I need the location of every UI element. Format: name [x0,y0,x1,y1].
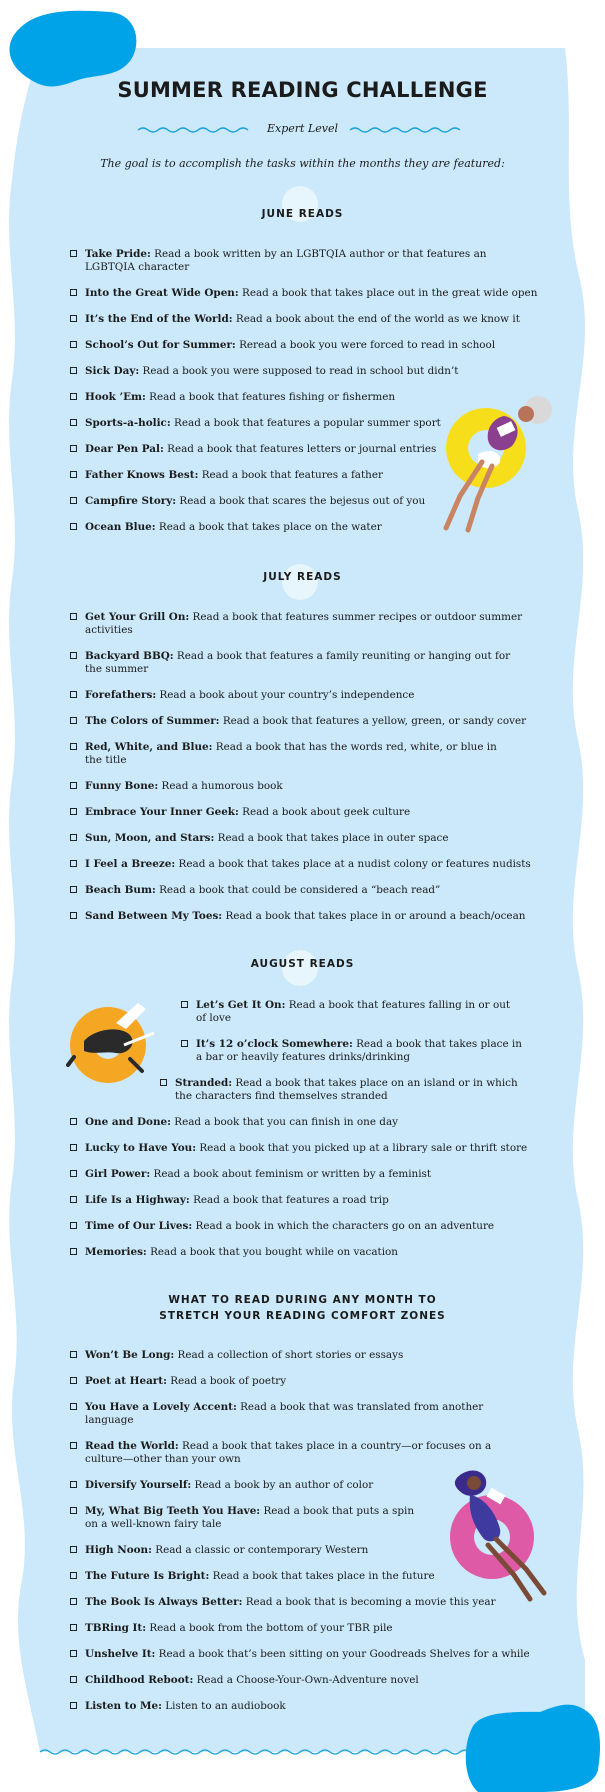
august-item: Time of Our Lives: Read a book in which the characters go on an adventure [70,1220,540,1233]
july-item: Embrace Your Inner Geek: Read a book about geek culture [70,806,540,819]
page-title: SUMMER READING CHALLENGE [117,78,488,102]
july-item: I Feel a Breeze: Read a book that takes place at a nudist colony or features nudists [70,858,550,871]
june-section-title: JUNE READS [261,208,344,220]
august-item: Let’s Get It On: Read a book that features falling in or out of love [181,999,521,1025]
checkbox[interactable] [70,445,77,452]
july-item: Funny Bone: Read a humorous book [70,780,540,793]
checkbox[interactable] [70,808,77,815]
checkbox[interactable] [70,1676,77,1683]
july-item: The Colors of Summer: Read a book that features a yellow, green, or sandy cover [70,715,540,728]
checkbox[interactable] [70,1248,77,1255]
august-item: It’s 12 o’clock Somewhere: Read a book that takes place in a bar or heavily features drinks/drinking [181,1038,526,1064]
august-item: Lucky to Have You: Read a book that you picked up at a library sale or thrift store [70,1142,540,1155]
july-item: Red, White, and Blue: Read a book that has the words red, white, or blue in the title [70,741,500,767]
august-item: Memories: Read a book that you bought while on vacation [70,1246,540,1259]
checkbox[interactable] [70,497,77,504]
checkbox[interactable] [70,1546,77,1553]
checkbox[interactable] [70,782,77,789]
august-item: One and Done: Read a book that you can finish in one day [70,1116,540,1129]
any-month-item: Read the World: Read a book that takes place in a country—or focuses on a culture—other than your own [70,1440,500,1466]
checkbox[interactable] [70,1598,77,1605]
july-item: Backyard BBQ: Read a book that features a family reuniting or hanging out for the summer [70,650,530,676]
july-item: Sand Between My Toes: Read a book that takes place in or around a beach/ocean [70,910,540,923]
june-item: Hook ’Em: Read a book that features fishing or fishermen [70,391,540,404]
any-month-item: The Future Is Bright: Read a book that takes place in the future [70,1570,540,1583]
august-section-title: AUGUST READS [250,958,355,970]
checkbox[interactable] [70,1507,77,1514]
june-item: Take Pride: Read a book written by an LGBTQIA author or that features an LGBTQIA character [70,248,500,274]
checkbox[interactable] [70,834,77,841]
checkbox[interactable] [160,1079,167,1086]
checkbox[interactable] [70,691,77,698]
june-item: Dear Pen Pal: Read a book that features letters or journal entries [70,443,540,456]
july-section-title: JULY READS [263,571,342,583]
any-month-section-title: WHAT TO READ DURING ANY MONTH TO STRETCH YOUR READING COMFORT ZONES [159,1294,446,1322]
checkbox[interactable] [70,1403,77,1410]
any-month-item: Childhood Reboot: Read a Choose-Your-Own-Adventure novel [70,1674,540,1687]
checkbox[interactable] [181,1040,188,1047]
checkbox[interactable] [70,886,77,893]
june-item: Sick Day: Read a book you were supposed to read in school but didn’t [70,365,540,378]
checkbox[interactable] [70,315,77,322]
any-month-item: Won’t Be Long: Read a collection of short stories or essays [70,1349,540,1362]
any-month-item: Poet at Heart: Read a book of poetry [70,1375,540,1388]
july-item: Get Your Grill On: Read a book that features summer recipes or outdoor summer activities [70,611,530,637]
level-label: Expert Level [266,122,339,135]
checkbox[interactable] [70,393,77,400]
august-item: Life Is a Highway: Read a book that features a road trip [70,1194,540,1207]
checkbox[interactable] [70,1650,77,1657]
june-item: School’s Out for Summer: Reread a book you were forced to read in school [70,339,540,352]
checkbox[interactable] [70,367,77,374]
july-item: Beach Bum: Read a book that could be considered a “beach read” [70,884,540,897]
august-item: Stranded: Read a book that takes place on an island or in which the characters find themselves stranded [160,1077,530,1103]
june-item: Father Knows Best: Read a book that features a father [70,469,540,482]
checkbox[interactable] [70,1196,77,1203]
any-month-item: High Noon: Read a classic or contemporary Western [70,1544,540,1557]
june-item: Into the Great Wide Open: Read a book that takes place out in the great wide open [70,287,540,300]
checkbox[interactable] [70,250,77,257]
checkbox[interactable] [70,523,77,530]
checkbox[interactable] [70,1351,77,1358]
checkbox[interactable] [70,1481,77,1488]
checkbox[interactable] [70,1222,77,1229]
man-on-orange-tube-icon [64,995,164,1095]
checkbox[interactable] [70,613,77,620]
june-item: Ocean Blue: Read a book that takes place on the water [70,521,540,534]
checkbox[interactable] [70,652,77,659]
june-item: Sports-a-holic: Read a book that features a popular summer sport [70,417,540,430]
checkbox[interactable] [70,1377,77,1384]
checkbox[interactable] [70,860,77,867]
june-item: Campfire Story: Read a book that scares the bejesus out of you [70,495,540,508]
checkbox[interactable] [70,1702,77,1709]
checkbox[interactable] [70,743,77,750]
checkbox[interactable] [70,1144,77,1151]
checkbox[interactable] [70,471,77,478]
july-item: Forefathers: Read a book about your country’s independence [70,689,540,702]
checkbox[interactable] [70,912,77,919]
august-item: Girl Power: Read a book about feminism or written by a feminist [70,1168,540,1181]
checkbox[interactable] [181,1001,188,1008]
any-month-item: Diversify Yourself: Read a book by an author of color [70,1479,540,1492]
any-month-item: My, What Big Teeth You Have: Read a book that puts a spin on a well-known fairy tale [70,1505,430,1531]
any-month-item: Unshelve It: Read a book that’s been sitting on your Goodreads Shelves for a while [70,1648,550,1661]
checkbox[interactable] [70,1118,77,1125]
june-item: It’s the End of the World: Read a book about the end of the world as we know it [70,313,540,326]
any-month-item: You Have a Lovely Accent: Read a book that was translated from another language [70,1401,500,1427]
any-month-item: Listen to Me: Listen to an audiobook [70,1700,540,1713]
checkbox[interactable] [70,341,77,348]
checkbox[interactable] [70,1442,77,1449]
checkbox[interactable] [70,289,77,296]
checkbox[interactable] [70,1624,77,1631]
checkbox[interactable] [70,717,77,724]
any-month-item: The Book Is Always Better: Read a book that is becoming a movie this year [70,1596,540,1609]
checkbox[interactable] [70,1572,77,1579]
goal-text: The goal is to accomplish the tasks within the months they are featured: [100,157,505,170]
any-month-item: TBRing It: Read a book from the bottom of your TBR pile [70,1622,540,1635]
woman-on-yellow-tube-icon [438,388,568,538]
checkbox[interactable] [70,1170,77,1177]
july-item: Sun, Moon, and Stars: Read a book that takes place in outer space [70,832,540,845]
checkbox[interactable] [70,419,77,426]
